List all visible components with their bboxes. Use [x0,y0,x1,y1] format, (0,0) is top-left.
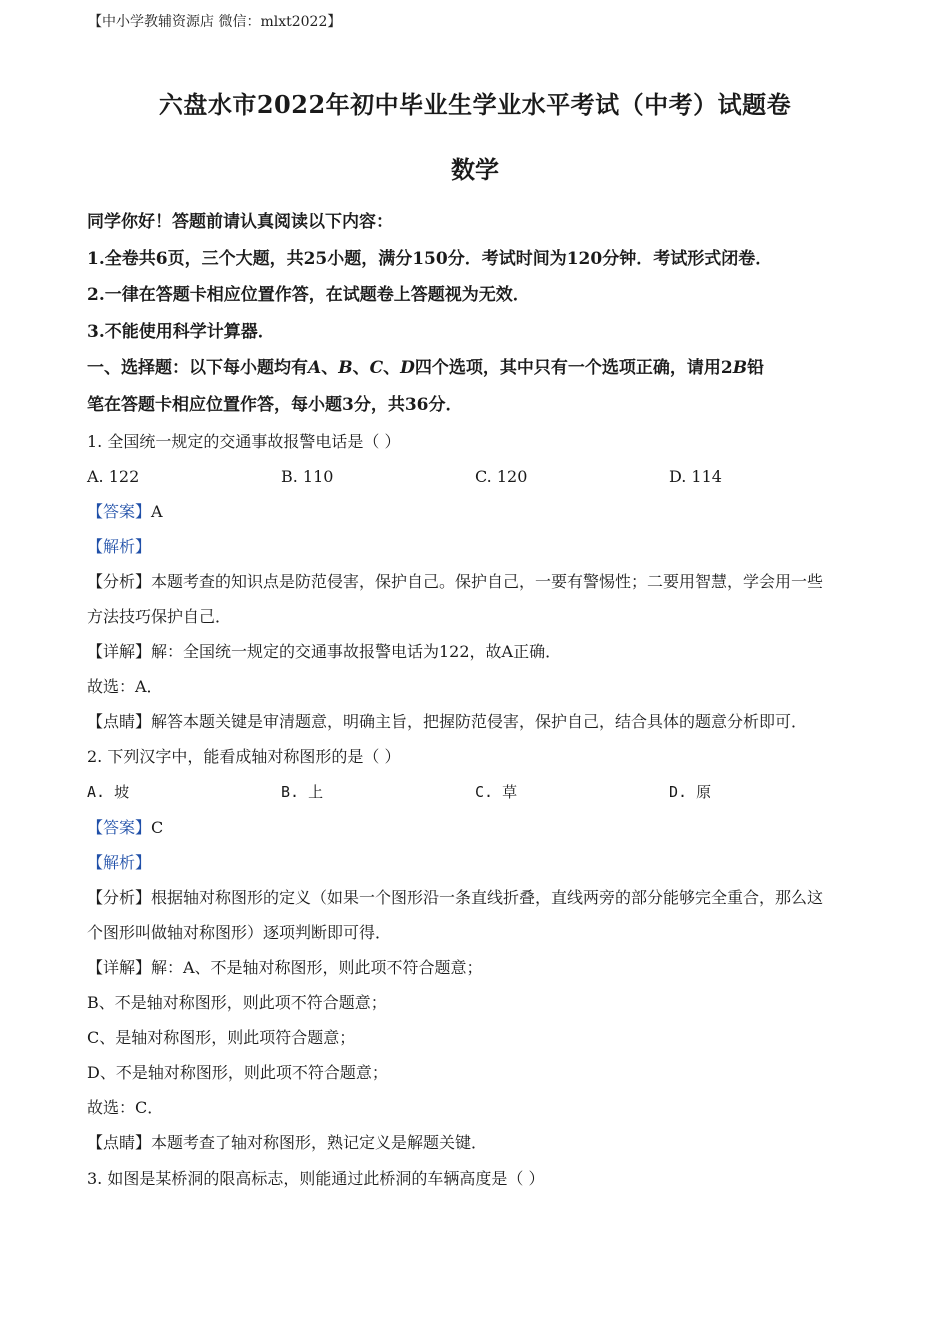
q2-analysis-tag: 【解析】 [87,852,152,872]
section1-text-post: 四个选项，其中只有一个选项正确，请用2 [414,358,733,379]
q1-answer-value: A [151,501,163,521]
q2-analysis-line: 个图形叫做轴对称图形）逐项判断即可得． [87,922,392,942]
q2-answer-value: C [151,817,164,837]
q3-stem: 3. 如图是某桥洞的限高标志，则能通过此桥洞的车辆高度是（ ） [87,1168,545,1188]
q1-analysis-tag: 【解析】 [87,536,152,556]
q1-stem: 1. 全国统一规定的交通事故报警电话是（ ） [87,431,401,451]
q2-option-d: D. 原 [669,782,712,801]
option-letter-b: B [338,358,353,379]
pencil-letter-b: B [732,358,748,379]
q1-option-c: C. 120 [475,466,528,486]
header-note: 【中小学教辅资源店 微信：mlxt2022】 [88,14,342,30]
q2-stem: 2. 下列汉字中，能看成轴对称图形的是（ ） [87,747,401,767]
q2-analysis-line: D、不是轴对称图形，则此项不符合题意； [87,1063,388,1083]
q1-analysis-line: 【点睛】解答本题关键是审清题意，明确主旨，把握防范侵害，保护自己，结合具体的题意分析即可． [87,712,808,732]
q2-analysis-line: 【点睛】本题考查了轴对称图形，熟记定义是解题关键． [87,1133,488,1153]
q2-analysis-line: C、是轴对称图形，则此项符合题意； [87,1028,356,1048]
q1-analysis-line: 故选：A． [87,677,163,697]
instruction-2: 2.一律在答题卡相应位置作答，在试题卷上答题视为无效． [87,285,530,306]
separator: 、 [321,358,339,379]
q2-analysis-line: 【分析】根据轴对称图形的定义（如果一个图形沿一条直线折叠，直线两旁的部分能够完全重合，那么这 [87,887,824,907]
section1-heading-line1 [87,350,867,387]
q1-analysis-line: 方法技巧保护自己． [87,607,232,627]
separator: 、 [352,358,370,379]
q2-options [87,775,867,810]
exam-subject: 数学 [451,155,499,184]
answer-tag: 【答案】 [87,501,152,521]
q1-answer [87,494,867,529]
q1-option-a: A. 122 [87,466,140,486]
option-letter-c: C [369,358,384,379]
answer-tag: 【答案】 [87,817,152,837]
q2-option-b: B. 上 [281,782,324,801]
instruction-greeting: 同学你好！答题前请认真阅读以下内容： [87,212,393,232]
section1-text-end: 铅 [747,358,765,379]
q1-option-d: D. 114 [669,466,722,486]
option-letter-a: A [308,358,322,379]
option-letter-d: D [400,358,415,379]
q1-analysis-line: 【详解】解：全国统一规定的交通事故报警电话为122，故A正确． [87,642,562,662]
section1-heading-line2: 笔在答题卡相应位置作答，每小题3分，共36分． [87,394,463,415]
instruction-1: 1.全卷共6页，三个大题，共25小题，满分150分．考试时间为120分钟．考试形式闭卷． [87,248,773,269]
content [87,204,867,1196]
q1-analysis-line: 【分析】本题考查的知识点是防范侵害，保护自己。保护自己，一要有警惕性；二要用智慧，学会用一些 [87,571,824,591]
q2-answer [87,810,867,845]
q2-analysis-line: 【详解】解：A、不是轴对称图形，则此项不符合题意； [87,957,483,977]
q1-options [87,459,867,494]
q2-analysis-line: 故选：C． [87,1098,164,1118]
section1-text: 一、选择题：以下每小题均有 [87,358,308,379]
separator: 、 [383,358,401,379]
q1-option-b: B. 110 [281,466,334,486]
q2-option-c: C. 草 [475,782,518,801]
instruction-3: 3.不能使用科学计算器． [87,321,275,342]
q2-analysis-line: B、不是轴对称图形，则此项不符合题意； [87,993,387,1013]
q2-option-a: A. 坡 [87,782,130,801]
exam-title: 六盘水市2022年初中毕业生学业水平考试（中考）试题卷 [158,90,792,119]
